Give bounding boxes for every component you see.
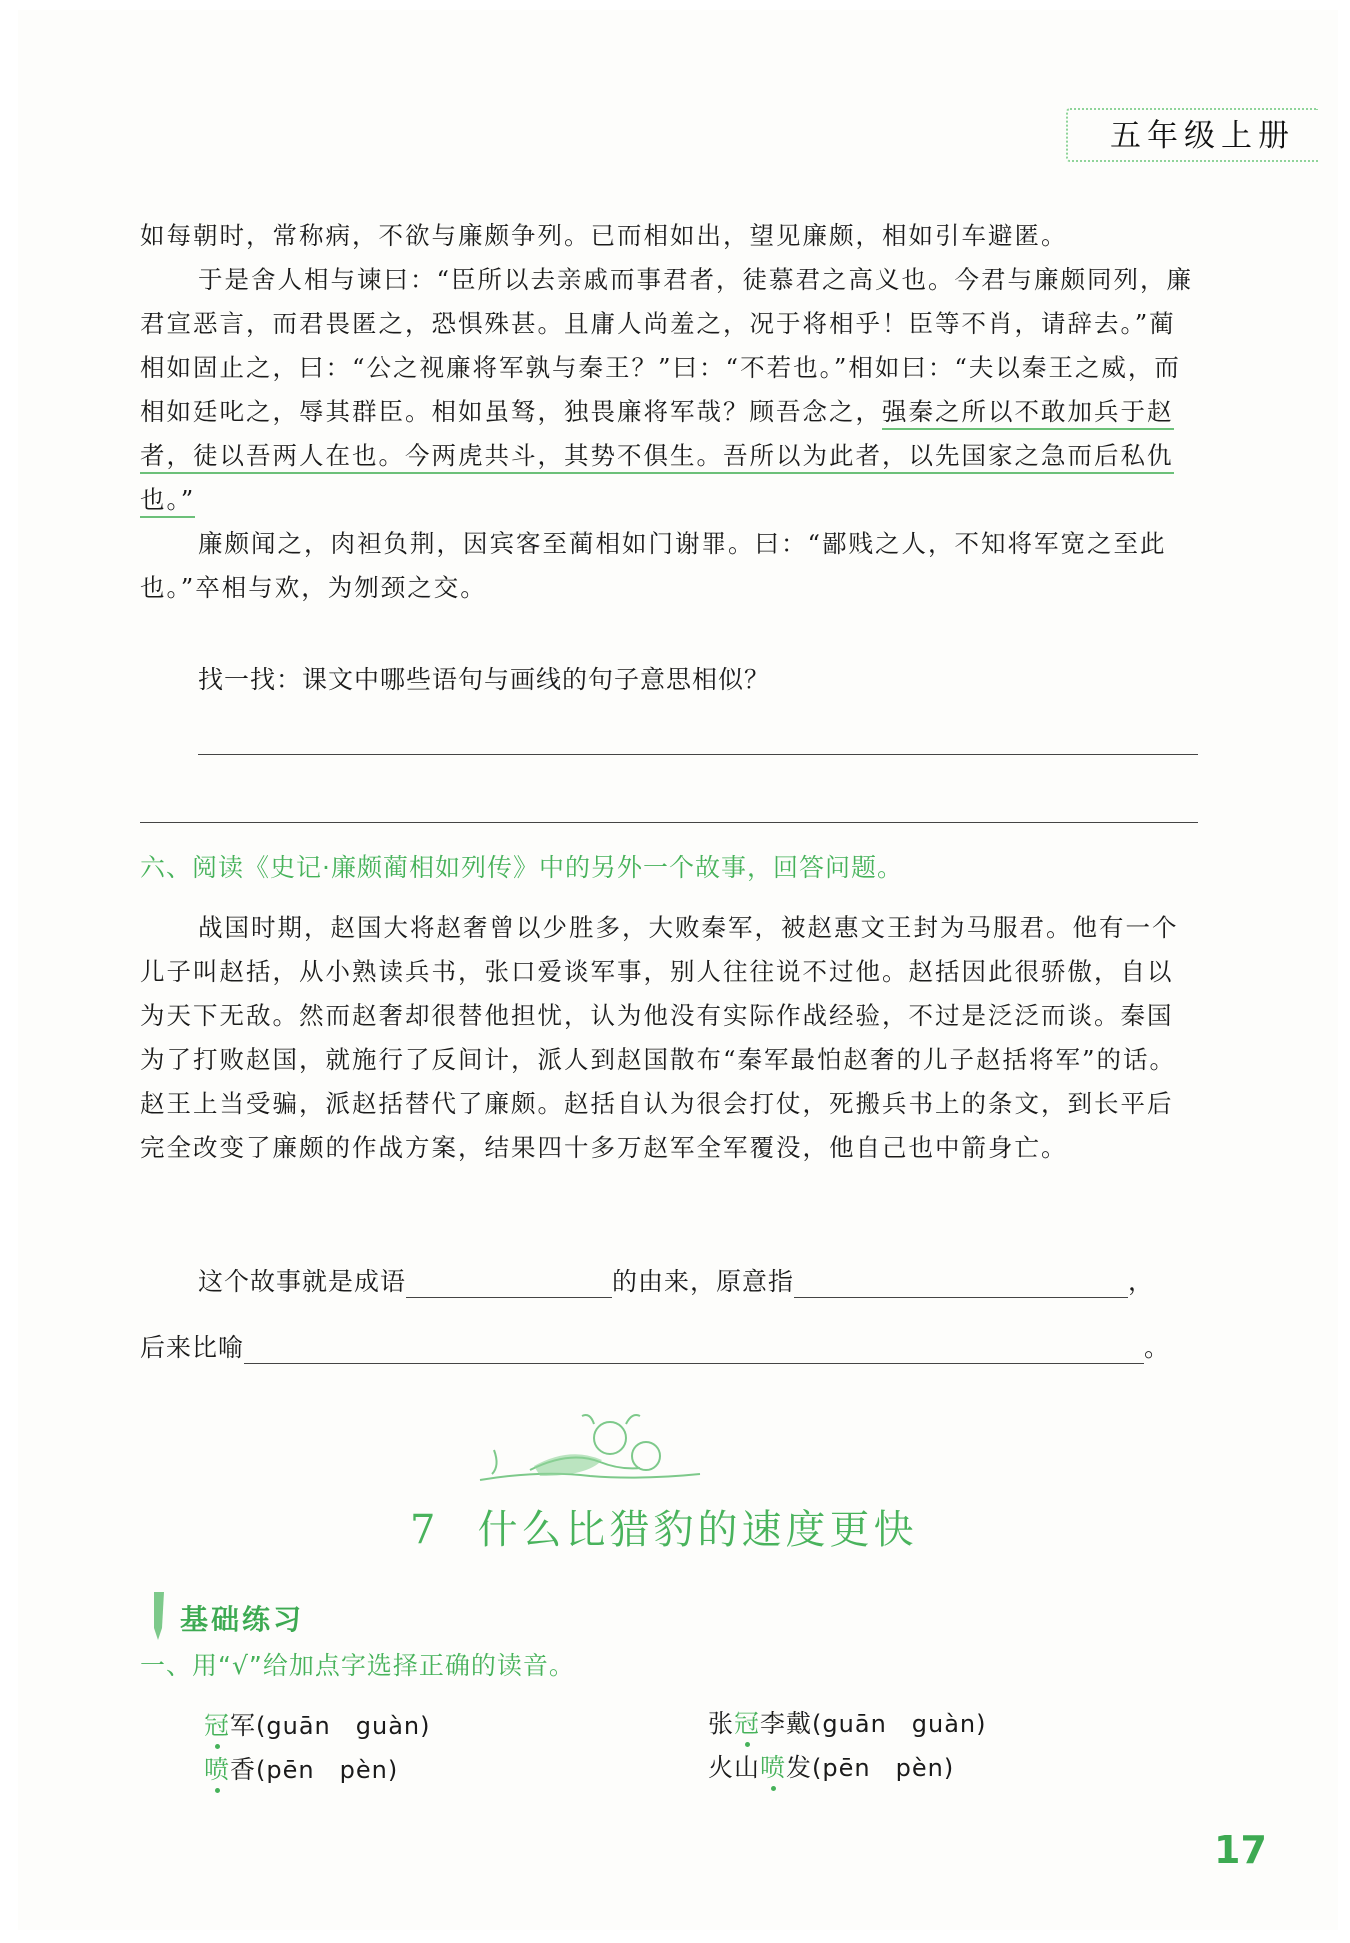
original-meaning-blank[interactable] bbox=[794, 1269, 1128, 1298]
item-1-suffix: 军 bbox=[230, 1711, 257, 1740]
item-2-dotted-char: 冠 bbox=[734, 1709, 761, 1738]
item-2-suffix: 李戴 bbox=[760, 1709, 813, 1738]
illustration-blanket bbox=[534, 1454, 602, 1476]
item-3-pinyin-options[interactable]: (pēn pèn) bbox=[256, 1756, 399, 1784]
pinyin-item-2 bbox=[708, 1704, 987, 1740]
fill-sentence-1 bbox=[198, 1262, 1198, 1298]
pinyin-item-4 bbox=[708, 1748, 954, 1784]
question-find: 找一找：课文中哪些语句与画线的句子意思相似？ bbox=[198, 665, 771, 694]
exercise-title: 基础练习 bbox=[180, 1603, 305, 1636]
item-3-suffix: 香 bbox=[230, 1755, 257, 1784]
page-number: 17 bbox=[1214, 1828, 1267, 1872]
illustration-child-face-1 bbox=[594, 1422, 626, 1454]
item-4-prefix: 火山 bbox=[708, 1753, 761, 1782]
item-3-dotted-char: 喷 bbox=[204, 1755, 231, 1784]
story-paragraph: 战国时期，赵国大将赵奢曾以少胜多，大败秦军，被赵惠文王封为马服君。他有一个儿子叫赵括，从小熟读兵书，张口爱谈军事，别人往往说不过他。赵括因此很骄傲，自以为天下无敌。然而赵奢却很替他担忧，认为他没有实际作战经验，不过是泛泛而谈。秦国为了打败赵国，就施行了反间计，派人到赵国散布“秦军最怕赵奢的儿子赵括将军”的话。赵王上当受骗，派赵括替代了廉颇。赵括自认为很会打仗，死搬兵书上的条文，到长平后完全改变了廉颇的作战方案，结果四十多万赵军全军覆没，他自己也中箭身亡。 bbox=[140, 913, 1179, 1162]
question-1-title: 一、用“√”给加点字选择正确的读音。 bbox=[140, 1651, 575, 1680]
grade-label: 五年级上册 bbox=[1110, 118, 1295, 154]
item-1-pinyin-options[interactable]: (guān guàn) bbox=[256, 1712, 431, 1740]
fill-text-3: ， bbox=[1128, 1267, 1155, 1296]
pencil-icon-shape bbox=[154, 1592, 164, 1640]
item-2-prefix: 张 bbox=[708, 1709, 735, 1738]
passage-paragraph-1: 如每朝时，常称病，不欲与廉颇争列。已而相如出，望见廉颇，相如引车避匿。 bbox=[140, 221, 1068, 250]
section-6-title: 六、阅读《史记·廉颇蔺相如列传》中的另外一个故事，回答问题。 bbox=[140, 853, 903, 882]
fill-sentence-2 bbox=[140, 1328, 1200, 1364]
answer-line-1[interactable] bbox=[198, 754, 1198, 755]
item-2-pinyin-options[interactable]: (guān guàn) bbox=[812, 1710, 987, 1738]
answer-line-2[interactable] bbox=[140, 822, 1198, 823]
item-1-dotted-char: 冠 bbox=[204, 1711, 231, 1740]
illustration-ground bbox=[480, 1474, 700, 1480]
illustration-child-face-2 bbox=[632, 1442, 660, 1470]
pinyin-item-1 bbox=[204, 1706, 430, 1742]
pinyin-item-3 bbox=[204, 1750, 398, 1786]
underlined-sentence: 强秦之所以不敢加兵于赵者，徒以吾两人在也。今两虎共斗，其势不俱生。吾所以为此者，以先国家之急而后私仇也。” bbox=[140, 397, 1174, 518]
idiom-blank[interactable] bbox=[406, 1269, 612, 1298]
chapter-number: 7 bbox=[410, 1507, 440, 1553]
item-4-pinyin-options[interactable]: (pēn pèn) bbox=[812, 1754, 955, 1782]
fill-text-1: 这个故事就是成语 bbox=[198, 1267, 407, 1296]
passage bbox=[140, 214, 1196, 610]
passage-paragraph-3: 廉颇闻之，肉袒负荆，因宾客至蔺相如门谢罪。曰：“鄙贱之人，不知将军宽之至此也。”卒相与欢，为刎颈之交。 bbox=[140, 529, 1167, 602]
fill-text-4: 后来比喻 bbox=[140, 1333, 245, 1362]
kids-illustration bbox=[470, 1410, 710, 1500]
illustration-leaf bbox=[492, 1450, 497, 1474]
item-4-dotted-char: 喷 bbox=[760, 1753, 787, 1782]
passage-paragraph-2-text: 于是舍人相与谏曰：“臣所以去亲戚而事君者，徒慕君之高义也。今君与廉颇同列，廉君宣恶言，而君畏匿之，恐惧殊甚。且庸人尚羞之，况于将相乎！臣等不肖，请辞去。”蔺相如固止之，曰：“公之视廉将军孰与秦王？”曰：“不若也。”相如曰：“夫以秦王之威，而相如廷叱之，辱其群臣。相如虽驽，独畏廉将军哉？顾吾念之， bbox=[140, 265, 1194, 426]
fill-text-2: 的由来，原意指 bbox=[612, 1267, 795, 1296]
metaphor-meaning-blank[interactable] bbox=[244, 1335, 1144, 1364]
chapter-title bbox=[410, 1498, 917, 1555]
story bbox=[140, 906, 1196, 1170]
fill-text-5: 。 bbox=[1144, 1333, 1171, 1362]
item-4-suffix: 发 bbox=[786, 1753, 813, 1782]
pencil-icon bbox=[144, 1588, 174, 1644]
passage-paragraph-2 bbox=[140, 258, 1196, 522]
chapter-name: 什么比猎豹的速度更快 bbox=[477, 1507, 918, 1553]
